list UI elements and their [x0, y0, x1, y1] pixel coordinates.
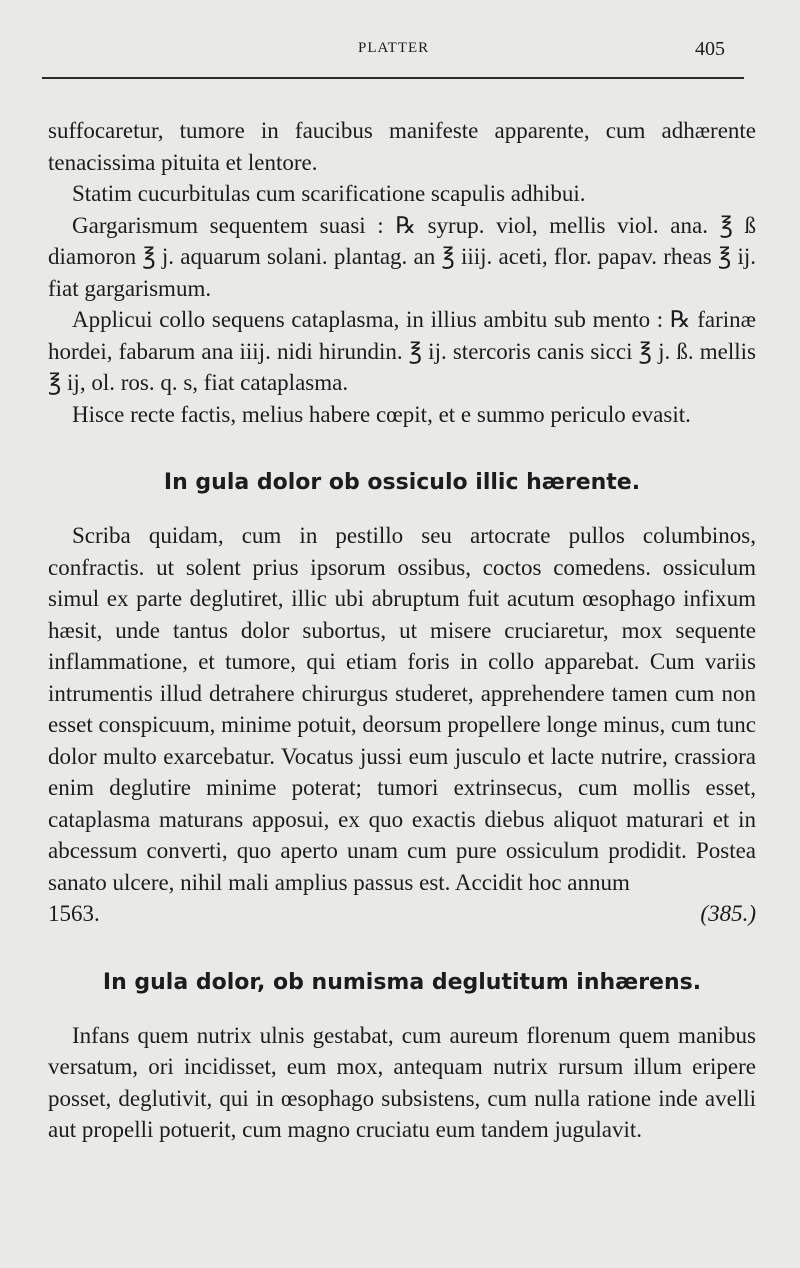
section-heading-ossiculo: In gula dolor ob ossiculo illic hærente. — [163, 470, 641, 495]
running-title: PLATTER — [358, 40, 430, 56]
paragraph-cataplasm-recipe: Applicui collo sequens cataplasma, in illius ambitu sub mento : ℞ farinæ hordei, fabarum ana iiij. nidi hirundin. ℥ ij. stercoris canis sicci ℥ j. ß. mellis ℥ ij, ol. ros. q. s, fiat cataplasma. — [48, 307, 756, 395]
running-head — [0, 38, 800, 62]
case-year: 1563. — [48, 901, 100, 926]
paragraph-outcome: Hisce recte factis, melius habere cœpit, et e summo periculo evasit. — [72, 401, 691, 427]
case-reference: (385.) — [700, 901, 756, 926]
case-reference-line — [48, 898, 756, 930]
paragraph-gargle-recipe: Gargarismum sequentem suasi : ℞ syrup. viol, mellis viol. ana. ℥ ß diamoron ℥ j. aquarum solani. plantag. an ℥ iiij. aceti, flor. papav. rheas ℥ ij. fiat gargarismum. — [48, 212, 756, 301]
paragraph-continued: suffocaretur, tumore in faucibus manifeste apparente, cum adhærente tenacissima pituita et lentore. — [48, 118, 756, 175]
page-body — [48, 115, 756, 1146]
paragraph-cupping: Statim cucurbitulas cum scarificatione scapulis adhibui. — [72, 181, 586, 206]
paragraph-case-ossiculo: Scriba quidam, cum in pestillo seu artocrate pullos columbinos, confractis. ut solent prius ipsorum ossibus, coctos comedens. ossiculum simul ex parte deglutiret, illic ubi abruptum fuit acutum œsophago infixum hæsit, unde tantus dolor subortus, ut misere cruciaretur, mox sequente inflammatione, et tumore, qui etiam foris in collo apparebat. Cum variis intrumentis illud detrahere chirurgus studeret, apprehendere tamen cum non esset conspicuum, minime potuit, deorsum propellere longe minus, cum tunc dolor multo exarcebatur. Vocatus jussi eum jusculo et lacte nutrire, crassiora enim deglutire minime poterat; tumori extrinsecus, cum mollis esset, cataplasma maturans apposui, ex quo exactis diebus aliquot maturari et in abcessum converti, quo aperto unam cum pure ossiculum prodidit. Postea sanato ulcere, nihil mali amplius passus est. Accidit hoc annum — [48, 523, 756, 895]
page-number: 405 — [695, 38, 725, 60]
header-rule — [42, 77, 744, 79]
paragraph-case-numisma: Infans quem nutrix ulnis gestabat, cum aureum florenum quem manibus versatum, ori incidisset, eum mox, antequam nutrix rursum illum eripere posset, deglutivit, qui in œsophago subsistens, cum nulla ratione inde avelli aut propelli potuerit, cum magno cruciatu eum tandem jugulavit. — [48, 1022, 756, 1142]
section-heading-numisma: In gula dolor, ob numisma deglutitum inhærens. — [102, 969, 702, 995]
